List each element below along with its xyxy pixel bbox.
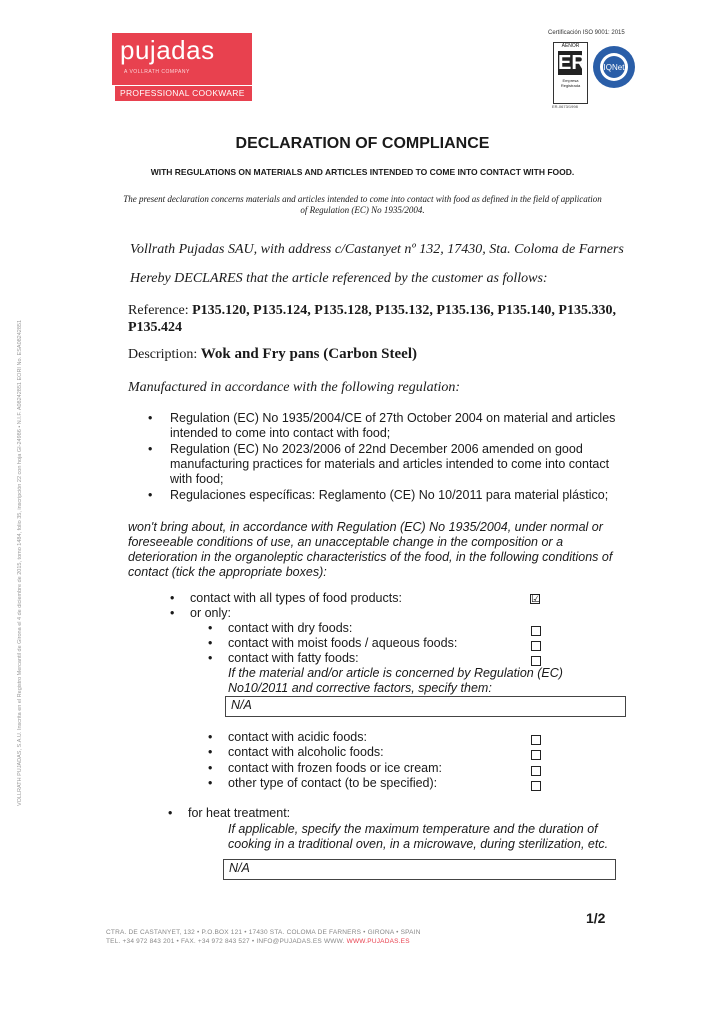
reference-value: P135.120, P135.124, P135.128, P135.132, P135.136, P135.140, P135.330, P135.424	[128, 303, 616, 335]
logo-name: pujadas	[120, 35, 215, 65]
page-number: 1/2	[586, 910, 606, 926]
logo-tagline: A VOLLRATH COMPANY	[124, 69, 190, 75]
footer-address: CTRA. DE CASTANYET, 132 • P.O.BOX 121 • 17430 STA. COLOMA DE FARNERS • GIRONA • SPAIN	[106, 929, 421, 936]
footer-website-link[interactable]: WWW.PUJADAS.ES	[346, 938, 410, 945]
regulation-list	[145, 411, 625, 504]
iqnet-seal-icon	[592, 45, 636, 89]
condition-label: contact with dry foods:	[228, 621, 353, 635]
conditions-statement: won't bring about, in accordance with Regulation (EC) No 1935/2004, under normal or foreseeable conditions of use, an unacceptable change in the composition or a deterioration in the organoleptic characteristics of the food, in the following conditions of contact (tick the appropriate boxes):	[128, 520, 613, 579]
description-value: Wok and Fry pans (Carbon Steel)	[200, 346, 417, 362]
logo-red-block	[112, 33, 252, 85]
checkbox-acidic[interactable]	[531, 735, 541, 745]
logo-band	[115, 86, 252, 101]
condition-label: for heat treatment:	[188, 806, 291, 820]
fatty-specification-value: N/A	[231, 698, 252, 712]
fatty-note: If the material and/or article is concerned by Regulation (EC) No10/2011 and corrective factors, specify them:	[228, 666, 563, 695]
condition-label: contact with moist foods / aqueous foods:	[228, 636, 458, 650]
document-subtitle: WITH REGULATIONS ON MATERIALS AND ARTICLES INTENDED TO COME INTO CONTACT WITH FOOD.	[150, 167, 575, 177]
condition-label: contact with acidic foods:	[228, 730, 367, 744]
condition-label: contact with all types of food products:	[190, 591, 402, 605]
reference-line	[128, 302, 628, 336]
footer-contact-text: TEL. +34 972 843 201 • FAX. +34 972 843 527 • INFO@PUJADAS.ES WWW.	[106, 938, 345, 945]
checkbox-frozen[interactable]	[531, 766, 541, 776]
registry-sidebar-text: VOLLRATH PUJADAS, S.A.U. Inscrita en el Registro Mercantil de Girona el 4 de diciembre de 2015, tomo 1484, folio 35, inscripción 22 con hoja GI-24986 • N.I.F. A08242851 EORI No. ESA08242851	[17, 319, 23, 807]
condition-label: other type of contact (to be specified):	[228, 776, 438, 790]
aenor-code: ER-0673/1998	[552, 104, 578, 109]
checkbox-moist[interactable]	[531, 641, 541, 651]
company-logo	[112, 33, 252, 101]
regulation-item: • Regulaciones específicas: Reglamento (CE) No 10/2011 para material plástico;	[145, 488, 625, 503]
condition-label: contact with fatty foods:	[228, 651, 359, 665]
heat-specification-value: N/A	[229, 861, 250, 875]
heat-note: If applicable, specify the maximum temperature and the duration of cooking in a traditional oven, in a microwave, during sterilization, etc.	[228, 822, 609, 851]
checkbox-other[interactable]	[531, 781, 541, 791]
checkbox-all-types[interactable]: ☑	[531, 593, 541, 605]
certification-caption: Certificación ISO 9001: 2015	[548, 30, 625, 36]
condition-label: or only:	[190, 606, 231, 620]
manufactured-statement: Manufactured in accordance with the following regulation:	[128, 380, 461, 395]
reference-label: Reference:	[128, 303, 189, 318]
fatty-specification-field[interactable]	[225, 696, 626, 717]
aenor-label: AENOR	[561, 43, 580, 49]
intro-text: The present declaration concerns materials and articles intended to come into contact with food as defined in the field of application of Regulation (EC) No 1935/2004.	[123, 194, 602, 215]
declares-statement: Hereby DECLARES that the article referenced by the customer as follows:	[130, 271, 548, 286]
aenor-registered-label: Empresa Registrada	[560, 78, 581, 88]
checkbox-fatty[interactable]	[531, 656, 541, 666]
aenor-mark: ER	[558, 52, 586, 74]
footer-contact	[106, 938, 410, 945]
regulation-item: • Regulation (EC) No 2023/2006 of 22nd December 2006 amended on good manufacturing practices for materials and articles intended to come into contact with food;	[145, 442, 625, 487]
aenor-certification-badge	[553, 42, 588, 104]
checkbox-dry[interactable]	[531, 626, 541, 636]
heat-specification-field[interactable]	[223, 859, 616, 880]
company-statement: Vollrath Pujadas SAU, with address c/Castanyet nº 132, 17430, Sta. Coloma de Farners	[130, 242, 624, 257]
logo-band-text: PROFESSIONAL COOKWARE	[120, 88, 245, 98]
iqnet-label: IQNet	[603, 63, 625, 72]
description-label: Description:	[128, 347, 198, 362]
document-title: DECLARATION OF COMPLIANCE	[235, 135, 490, 152]
description-line	[128, 346, 417, 363]
condition-label: contact with frozen foods or ice cream:	[228, 761, 442, 775]
condition-label: contact with alcoholic foods:	[228, 745, 384, 759]
checkbox-alcoholic[interactable]	[531, 750, 541, 760]
regulation-item: • Regulation (EC) No 1935/2004/CE of 27th October 2004 on material and articles intended to come into contact with food;	[145, 411, 625, 441]
